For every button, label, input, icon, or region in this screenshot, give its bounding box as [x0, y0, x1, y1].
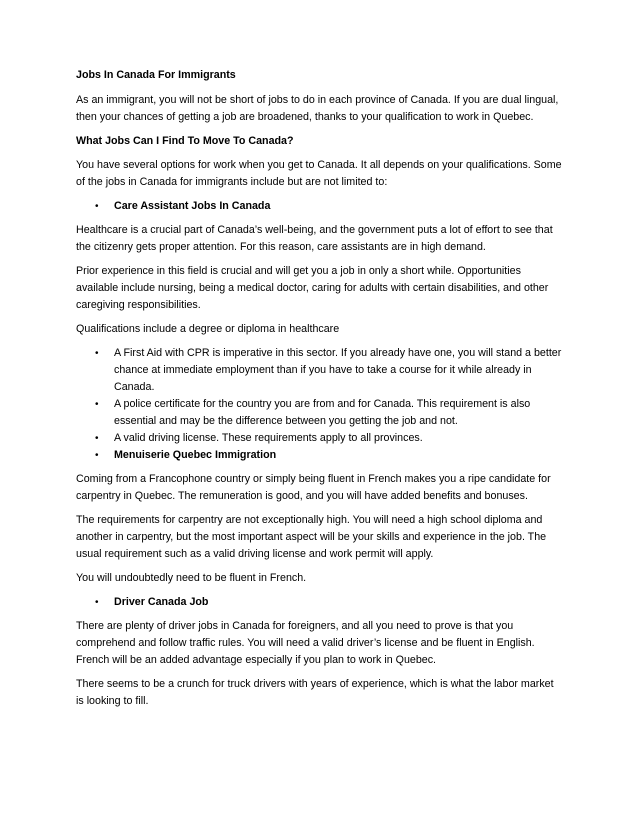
- menuiserie-paragraph-1: Coming from a Francophone country or simply being fluent in French makes you a ripe candidate for carpentry in Quebec. The remuneration is good, and you will have added benefits and bonuses.: [76, 473, 551, 502]
- bullet-icon: •: [95, 201, 99, 212]
- driver-paragraph-1: There are plenty of driver jobs in Canada for foreigners, and all you need to prove is that you comprehend and follow traffic rules. You will need a valid driver’s license and be fluent in English. French will be an added advantage especially if you plan to work in Quebec.: [76, 620, 535, 666]
- bullet-icon: •: [95, 433, 99, 444]
- list-item: [76, 430, 564, 447]
- intro-paragraph: As an immigrant, you will not be short of jobs to do in each province of Canada. If you are dual lingual, then your chances of getting a job are broadened, thanks to your qualification to work in Quebec.: [76, 94, 559, 123]
- care-heading: Care Assistant Jobs In Canada: [114, 200, 271, 212]
- bullet-icon: •: [95, 450, 99, 461]
- bullet-icon: •: [95, 399, 99, 410]
- care-paragraph-3: Qualifications include a degree or diploma in healthcare: [76, 323, 340, 335]
- care-requirements-list: [76, 345, 564, 464]
- list-item-text: A First Aid with CPR is imperative in this sector. If you already have one, you will stand a better chance at immediate employment than if you have to take a course for it while already in Canada.: [114, 347, 562, 393]
- section-heading-jobs: What Jobs Can I Find To Move To Canada?: [76, 135, 294, 147]
- menuiserie-paragraph-3: You will undoubtedly need to be fluent in French.: [76, 572, 307, 584]
- document-title: Jobs In Canada For Immigrants: [76, 69, 236, 81]
- driver-heading-item: [76, 594, 564, 611]
- bullet-icon: •: [95, 348, 99, 359]
- list-item-text: A police certificate for the country you are from and for Canada. This requirement is also essential and may be the difference between you getting the job and not.: [114, 398, 531, 427]
- bullet-icon: •: [95, 597, 99, 608]
- list-item: [76, 396, 564, 430]
- care-heading-item: [76, 198, 564, 215]
- care-heading-list: [76, 198, 564, 215]
- jobs-paragraph: You have several options for work when you get to Canada. It all depends on your qualifications. Some of the jobs in Canada for immigrants include but are not limited to:: [76, 159, 562, 188]
- menuiserie-heading: Menuiserie Quebec Immigration: [114, 449, 277, 461]
- driver-heading: Driver Canada Job: [114, 596, 209, 608]
- care-paragraph-1: Healthcare is a crucial part of Canada’s well-being, and the government puts a lot of effort to see that the citizenry gets proper attention. For this reason, care assistants are in high demand.: [76, 224, 553, 253]
- list-item: [76, 345, 564, 396]
- driver-heading-list: [76, 594, 564, 611]
- menuiserie-heading-item: [76, 447, 564, 464]
- menuiserie-paragraph-2: The requirements for carpentry are not exceptionally high. You will need a high school diploma and another in carpentry, but the most important aspect will be your skills and experience in the job. The usual requirement such as a valid driving license and work permit will apply.: [76, 514, 547, 560]
- care-paragraph-2: Prior experience in this field is crucial and will get you a job in only a short while. Opportunities available include nursing, being a medical doctor, caring for adults with certain disabilities, and other caregiving responsibilities.: [76, 265, 549, 311]
- driver-paragraph-2: There seems to be a crunch for truck drivers with years of experience, which is what the labor market is looking to fill.: [76, 678, 554, 707]
- list-item-text: A valid driving license. These requirements apply to all provinces.: [114, 432, 423, 444]
- document-body: [76, 67, 564, 717]
